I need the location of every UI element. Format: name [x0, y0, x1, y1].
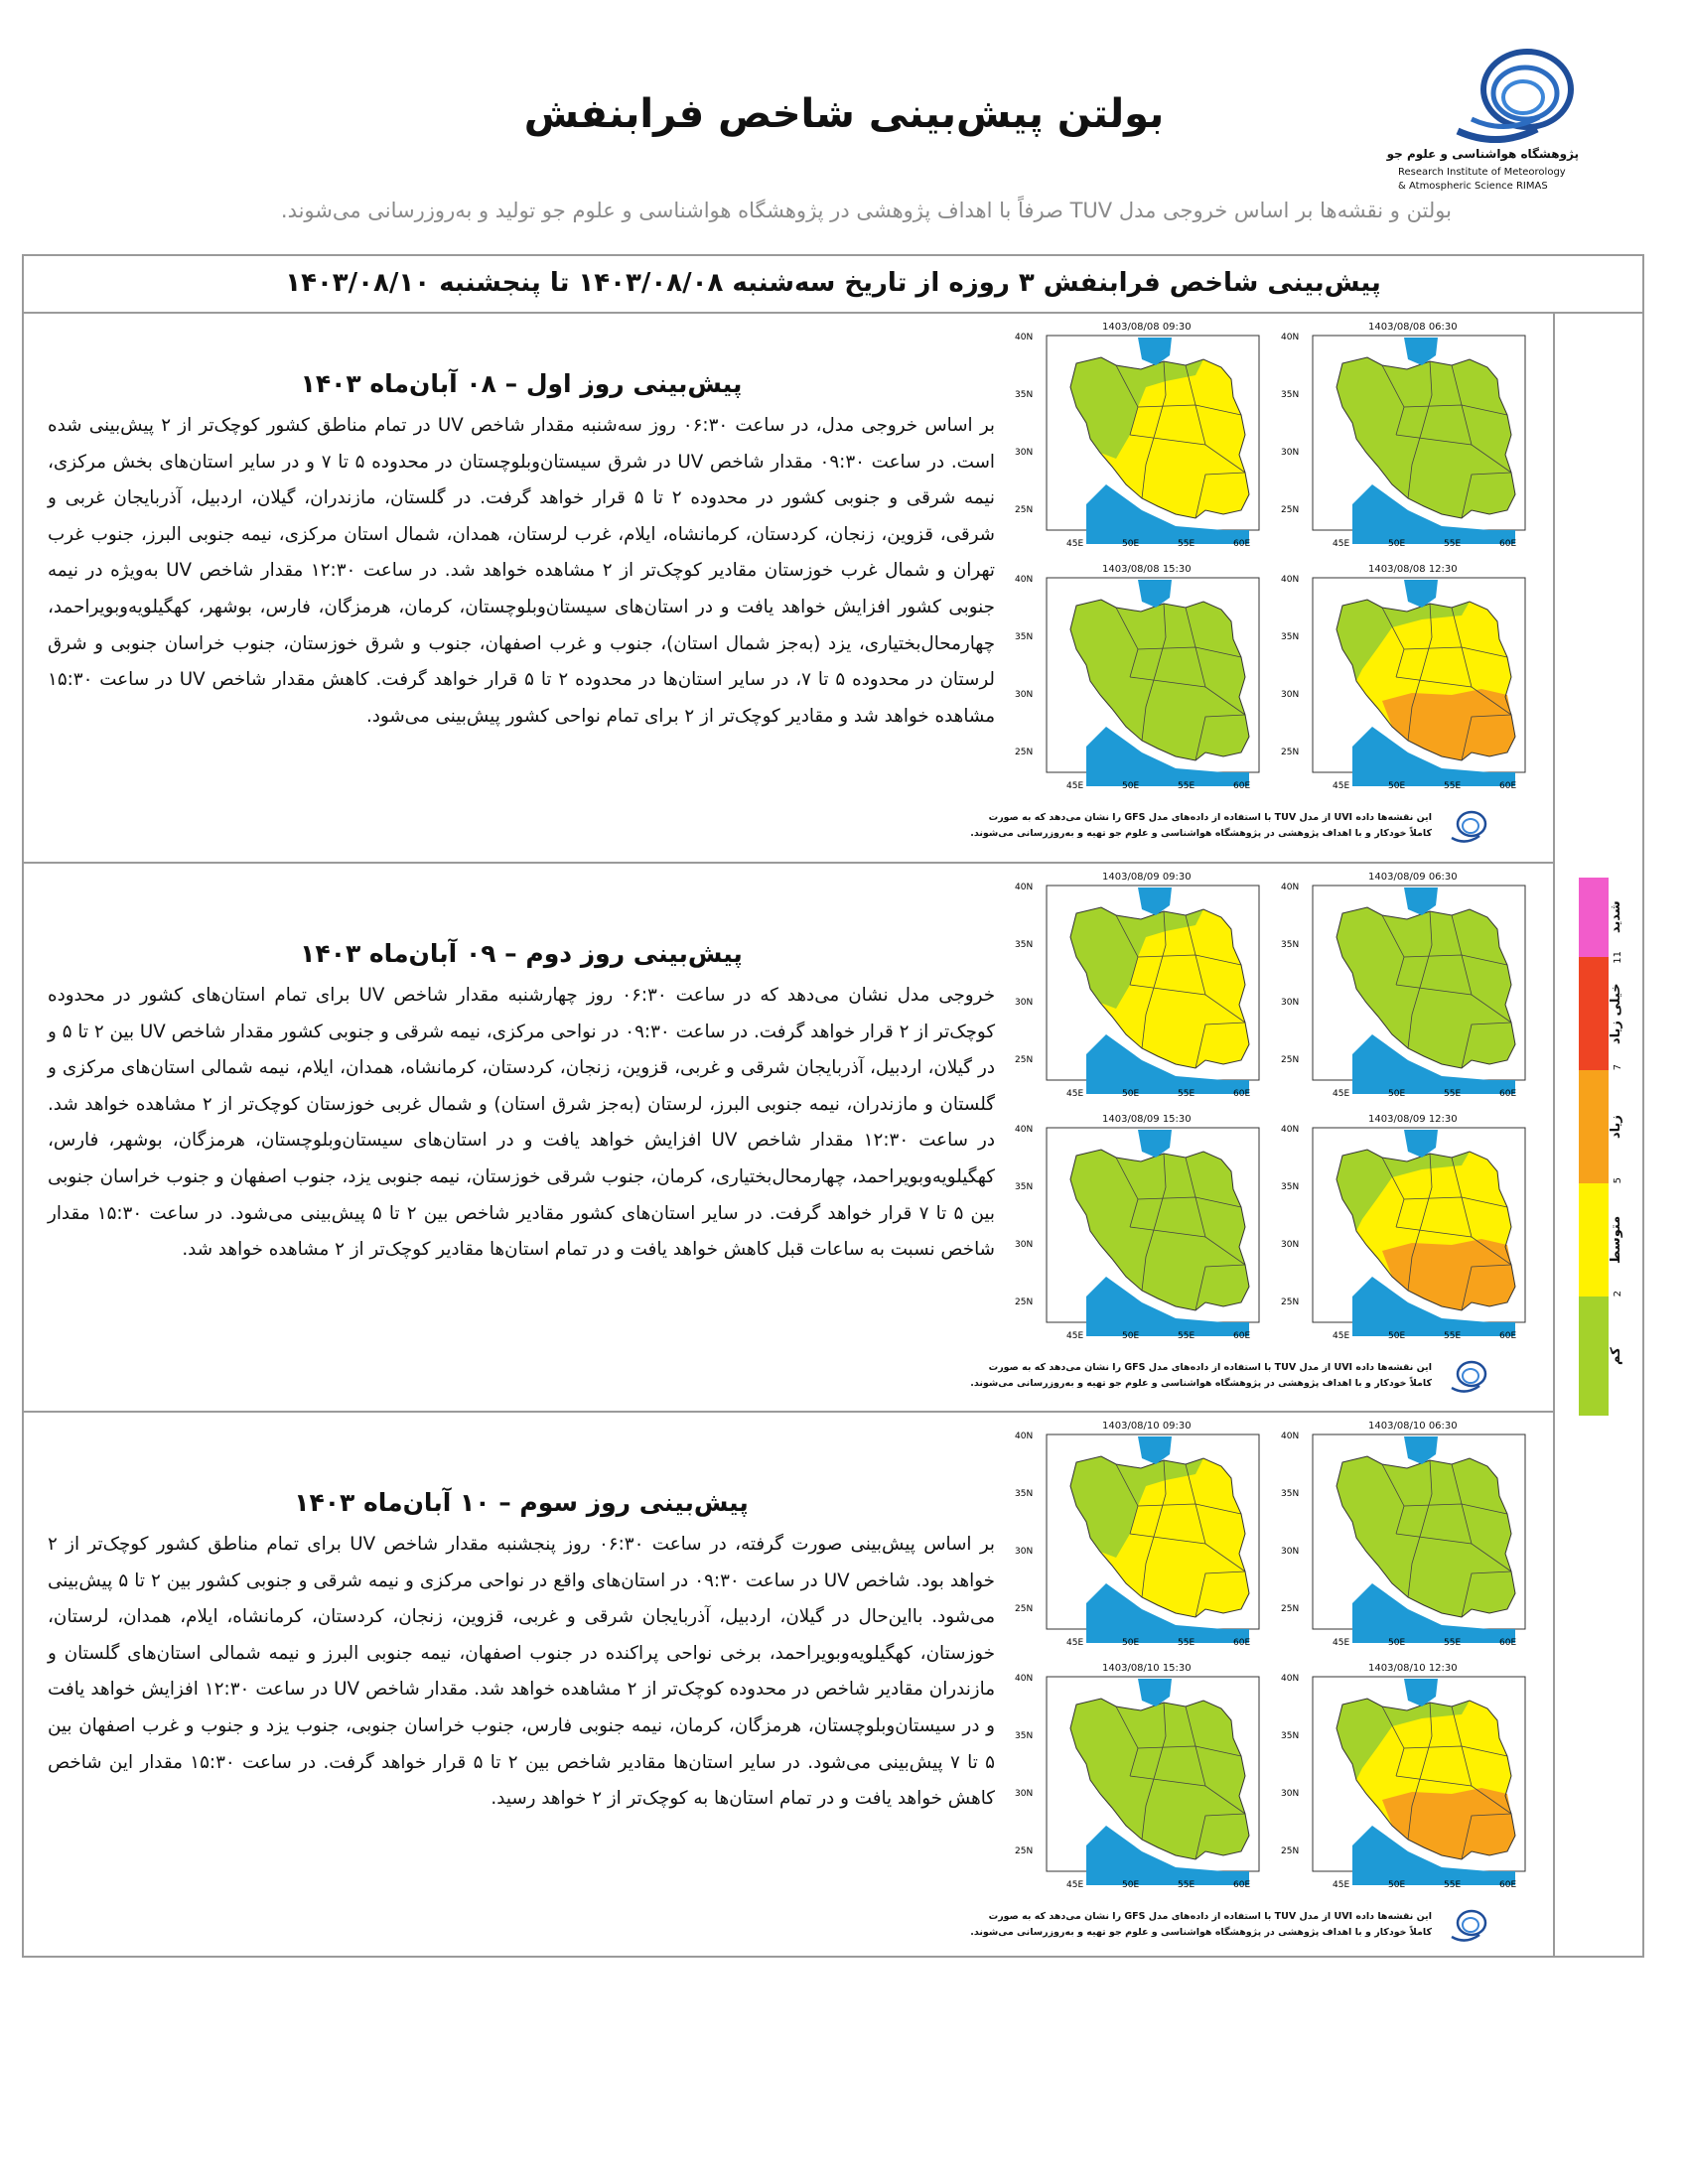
lon-tick-label: 55E [1444, 539, 1462, 549]
uv-map [1013, 1663, 1279, 1897]
lat-tick-label: 25N [1015, 1846, 1034, 1856]
uv-map [1013, 1114, 1279, 1348]
lon-tick-label: 45E [1066, 1880, 1084, 1890]
map-timestamp: 1403/08/08 06:30 [1368, 322, 1458, 333]
lat-tick-label: 30N [1281, 1240, 1300, 1250]
lat-tick-label: 40N [1015, 575, 1034, 585]
lat-tick-label: 35N [1281, 940, 1300, 950]
lon-tick-label: 45E [1066, 1089, 1084, 1099]
lat-tick-label: 40N [1281, 1432, 1300, 1441]
lon-tick-label: 55E [1178, 1089, 1196, 1099]
lat-tick-label: 25N [1015, 1604, 1034, 1614]
lat-tick-label: 30N [1015, 448, 1034, 458]
swirl-logo-icon [1388, 40, 1587, 149]
lon-tick-label: 60E [1499, 1638, 1517, 1648]
map-note-line-1: این نقشه‌ها داده UVI از مدل TUV با استفاده از داده‌های مدل GFS را نشان می‌دهد که به صورت [988, 1911, 1432, 1922]
day-2-paragraph: خروجی مدل نشان می‌دهد که در ساعت ۰۶:۳۰ روز چهارشنبه مقدار شاخص UV برای تمام استان‌های کشور در محدوده کوچک‌تر از ۲ قرار خواهد گرفت. در ساعت ۰۹:۳۰ در نواحی مرکزی، نیمه شرقی و جنوبی کشور مقدار شاخص UV بین ۲ تا ۵ و در گیلان، اردبیل، آذربایجان شرقی و غربی، قزوین، زنجان، کردستان، کرمانشاه، همدان، ایلام، نیمه شمالی استان‌های مرکزی و گلستان و مازندران، نیمه جنوبی البرز، لرستان (به‌جز شرق استان) و شمال غربی خوزستان کوچک‌تر از ۲ مشاهده خواهد شد. در ساعت ۱۲:۳۰ مقدار شاخص UV افزایش خواهد یافت و در استان‌های سیستان‌وبلوچستان، هرمزگان، بوشهر، فارس، کهگیلویه‌وبویراحمد، چهارمحال‌بختیاری، کرمان، جنوب شرقی خوزستان، نیمه جنوبی یزد، جنوب اصفهان و جنوب خراسان جنوبی بین ۵ تا ۷ قرار خواهد گرفت. در سایر استان‌های کشور مقادیر شاخص بین ۲ تا ۵ پیش‌بینی می‌شود. در ساعت ۱۵:۳۰ مقدار شاخص نسبت به ساعات قبل کاهش خواهد یافت و در تمام استان‌ها مقادیر کوچک‌تر از ۲ مشاهده خواهد شد. [48, 985, 996, 1261]
day-1-paragraph: بر اساس خروجی مدل، در ساعت ۰۶:۳۰ روز سه‌شنبه مقدار شاخص UV در تمام مناطق کشور کوچک‌تر از ۲ پیش‌بینی شده است. در ساعت ۰۹:۳۰ مقدار شاخص UV در شرق سیستان‌وبلوچستان در محدوده ۵ تا ۷ و در سایر استان‌های بخش مرکزی، نیمه شرقی و جنوبی کشور در محدوده ۲ تا ۵ قرار خواهد گرفت. در گلستان، مازندران، گیلان، اردبیل، آذربایجان غربی و شرقی، قزوین، زنجان، کردستان، کرمانشاه، ایلام، غرب لرستان، همدان، شمال استان مرکزی، نیمه جنوبی البرز، جنوب غرب تهران و شمال غرب خوزستان مقادیر کوچک‌تر از ۲ مشاهده خواهد شد. در ساعت ۱۲:۳۰ مقدار شاخص UV به‌ویژه در نیمه جنوبی کشور افزایش خواهد یافت و در استان‌های سیستان‌وبلوچستان، کرمان، هرمزگان، فارس، بوشهر، کهگیلویه‌وبویراحمد، چهارمحال‌بختیاری، یزد (به‌جز شمال استان)، جنوب و غرب اصفهان، جنوب و شرق خوزستان، جنوب خراسان جنوبی و شرق لرستان در محدوده ۵ تا ۷، در سایر استان‌ها در محدوده ۲ تا ۵ قرار خواهد گرفت. کاهش مقدار شاخص UV در ساعت ۱۵:۳۰ مشاهده خواهد شد و مقادیر کوچک‌تر از ۲ برای تمام نواحی کشور پیش‌بینی می‌شود. [48, 415, 996, 727]
lat-tick-label: 40N [1281, 575, 1300, 585]
lat-tick-label: 25N [1281, 1604, 1300, 1614]
lon-tick-label: 60E [1499, 1089, 1517, 1099]
lon-tick-label: 50E [1122, 1638, 1140, 1648]
day-1-text-block [48, 369, 995, 735]
uv-map [1279, 322, 1545, 556]
lon-tick-label: 45E [1333, 1089, 1350, 1099]
day-row-1 [24, 312, 1553, 864]
page-subtitle: بولتن و نقشه‌ها بر اساس خروجی مدل TUV صرفاً با اهداف پژوهشی در پژوهشگاه هواشناسی و علوم جو تولید و به‌روزرسانی می‌شوند. [280, 199, 1452, 222]
legend-tick: 7 [1613, 1064, 1623, 1071]
day-3-title: پیش‌بینی روز سوم – ۱۰ آبان‌ماه ۱۴۰۳ [294, 1488, 749, 1517]
lat-tick-label: 40N [1015, 883, 1034, 892]
legend-tick: 5 [1613, 1177, 1623, 1184]
map-note [970, 808, 1551, 848]
map-timestamp: 1403/08/09 15:30 [1102, 1114, 1192, 1125]
legend-category-label: زیاد [1609, 1115, 1623, 1139]
lat-tick-label: 30N [1281, 998, 1300, 1008]
table-header [24, 256, 1642, 314]
lon-tick-label: 60E [1499, 781, 1517, 791]
mini-logo-icon [1446, 808, 1491, 846]
lat-tick-label: 40N [1281, 883, 1300, 892]
lat-tick-label: 40N [1015, 1674, 1034, 1684]
lon-tick-label: 60E [1233, 1331, 1251, 1341]
lon-tick-label: 50E [1388, 1880, 1406, 1890]
lat-tick-label: 35N [1281, 1182, 1300, 1192]
map-note [970, 1907, 1551, 1947]
institute-logo [1388, 40, 1587, 199]
lon-tick-label: 55E [1178, 1880, 1196, 1890]
mini-logo-icon [1446, 1358, 1491, 1396]
day-2-map-grid [970, 872, 1551, 1398]
lat-tick-label: 40N [1015, 1125, 1034, 1135]
day-1-map-grid [970, 322, 1551, 848]
lon-tick-label: 45E [1333, 539, 1350, 549]
lon-tick-label: 60E [1499, 1880, 1517, 1890]
map-timestamp: 1403/08/08 15:30 [1102, 564, 1192, 575]
map-note [970, 1358, 1551, 1398]
lon-tick-label: 45E [1066, 1638, 1084, 1648]
map-timestamp: 1403/08/09 06:30 [1368, 872, 1458, 883]
lon-tick-label: 45E [1333, 1880, 1350, 1890]
map-timestamp: 1403/08/09 12:30 [1368, 1114, 1458, 1125]
lat-tick-label: 30N [1015, 1547, 1034, 1557]
lat-tick-label: 30N [1015, 998, 1034, 1008]
lat-tick-label: 35N [1015, 1182, 1034, 1192]
map-note-line-2: کاملاً خودکار و با اهداف پژوهشی در پژوهشگاه هواشناسی و علوم جو تهیه و به‌روزرسانی می‌شوند. [970, 828, 1432, 839]
map-note-line-1: این نقشه‌ها داده UVI از مدل TUV با استفاده از داده‌های مدل GFS را نشان می‌دهد که به صورت [988, 1362, 1432, 1373]
page-title: بولتن پیش‌بینی شاخص فرابنفش [523, 91, 1165, 137]
day-3-paragraph: بر اساس پیش‌بینی صورت گرفته، در ساعت ۰۶:۳۰ روز پنجشنبه مقدار شاخص UV برای تمام مناطق کشور کوچک‌تر از ۲ خواهد بود. شاخص UV در ساعت ۰۹:۳۰ در استان‌های واقع در نواحی مرکزی و نیمه شرقی و جنوبی کشور بین ۲ تا ۵ پیش‌بینی می‌شود. بااین‌حال در گیلان، اردبیل، آذربایجان شرقی و غربی، قزوین، زنجان، کردستان، کرمانشاه، ایلام، همدان، لرستان، خوزستان، کهگیلویه‌وبویراحمد، برخی نواحی پراکنده در جنوب اصفهان، نیمه جنوبی البرز و نیمه شمالی استان‌های گلستان و مازندران مقادیر شاخص در محدوده کوچک‌تر از ۲ مشاهده خواهد شد. مقدار شاخص UV در ساعت ۱۲:۳۰ افزایش خواهد یافت و در سیستان‌وبلوچستان، هرمزگان، کرمان، نیمه جنوبی فارس، جنوب خراسان جنوبی، جنوب یزد و جنوب و غرب اصفهان بین ۵ تا ۷ پیش‌بینی می‌شود. در سایر استان‌ها مقادیر شاخص بین ۲ تا ۵ قرار خواهد گرفت. در ساعت ۱۵:۳۰ مقدار این شاخص کاهش خواهد یافت و در تمام استان‌ها به کوچک‌تر از ۲ خواهد رسید. [48, 1534, 996, 1810]
uv-map [1279, 1114, 1545, 1348]
lon-tick-label: 45E [1333, 781, 1350, 791]
lat-tick-label: 25N [1015, 1055, 1034, 1065]
uv-legend [1579, 878, 1623, 1416]
lon-tick-label: 55E [1178, 1331, 1196, 1341]
legend-tick: 11 [1613, 951, 1623, 964]
lon-tick-label: 55E [1444, 1638, 1462, 1648]
lon-tick-label: 60E [1499, 539, 1517, 549]
uv-map [1013, 1421, 1279, 1655]
map-timestamp: 1403/08/10 12:30 [1368, 1663, 1458, 1674]
lat-tick-label: 25N [1281, 1055, 1300, 1065]
legend-category-label: شدید [1609, 900, 1623, 934]
lat-tick-label: 25N [1015, 1297, 1034, 1307]
lon-tick-label: 45E [1066, 1331, 1084, 1341]
lon-tick-label: 50E [1122, 1880, 1140, 1890]
lon-tick-label: 50E [1388, 1638, 1406, 1648]
uv-map [1279, 564, 1545, 798]
lat-tick-label: 35N [1015, 1489, 1034, 1499]
lon-tick-label: 50E [1388, 1331, 1406, 1341]
lon-tick-label: 60E [1233, 1880, 1251, 1890]
lat-tick-label: 30N [1281, 1789, 1300, 1799]
lat-tick-label: 35N [1281, 390, 1300, 400]
legend-tick: 2 [1613, 1291, 1623, 1297]
lat-tick-label: 35N [1015, 940, 1034, 950]
lat-tick-label: 40N [1015, 1432, 1034, 1441]
lat-tick-label: 40N [1015, 333, 1034, 342]
lon-tick-label: 55E [1444, 1331, 1462, 1341]
lat-tick-label: 35N [1015, 1731, 1034, 1741]
table-header-text: پیش‌بینی شاخص فرابنفش ۳ روزه از تاریخ سه‌شنبه ۱۴۰۳/۰۸/۰۸ تا پنجشنبه ۱۴۰۳/۰۸/۱۰ [285, 268, 1381, 298]
lat-tick-label: 25N [1281, 505, 1300, 515]
uv-map [1279, 1421, 1545, 1655]
map-note-line-2: کاملاً خودکار و با اهداف پژوهشی در پژوهشگاه هواشناسی و علوم جو تهیه و به‌روزرسانی می‌شوند. [970, 1378, 1432, 1389]
lon-tick-label: 50E [1122, 1089, 1140, 1099]
lat-tick-label: 35N [1015, 632, 1034, 642]
legend-segment [1579, 1070, 1609, 1183]
lat-tick-label: 35N [1281, 1731, 1300, 1741]
map-timestamp: 1403/08/10 09:30 [1102, 1421, 1192, 1432]
map-timestamp: 1403/08/08 12:30 [1368, 564, 1458, 575]
map-note-line-1: این نقشه‌ها داده UVI از مدل TUV با استفاده از داده‌های مدل GFS را نشان می‌دهد که به صورت [988, 812, 1432, 823]
legend-segment [1579, 957, 1609, 1070]
lon-tick-label: 45E [1066, 539, 1084, 549]
lon-tick-label: 50E [1388, 539, 1406, 549]
uv-map [1279, 1663, 1545, 1897]
lat-tick-label: 40N [1281, 1674, 1300, 1684]
lon-tick-label: 45E [1333, 1638, 1350, 1648]
logo-org-name-en-2: & Atmospheric Science RIMAS [1398, 181, 1548, 192]
lat-tick-label: 25N [1015, 505, 1034, 515]
lon-tick-label: 45E [1066, 781, 1084, 791]
lon-tick-label: 60E [1499, 1331, 1517, 1341]
lon-tick-label: 50E [1388, 781, 1406, 791]
uv-map [1013, 322, 1279, 556]
lat-tick-label: 30N [1015, 1789, 1034, 1799]
lon-tick-label: 50E [1122, 781, 1140, 791]
lat-tick-label: 35N [1281, 1489, 1300, 1499]
legend-segment [1579, 1183, 1609, 1297]
lat-tick-label: 30N [1015, 1240, 1034, 1250]
lat-tick-label: 35N [1015, 390, 1034, 400]
legend-segment [1579, 1297, 1609, 1416]
lon-tick-label: 55E [1444, 1880, 1462, 1890]
lon-tick-label: 55E [1178, 781, 1196, 791]
lat-tick-label: 30N [1015, 690, 1034, 700]
lat-tick-label: 30N [1281, 448, 1300, 458]
lat-tick-label: 25N [1281, 1297, 1300, 1307]
lon-tick-label: 50E [1122, 1331, 1140, 1341]
lat-tick-label: 25N [1281, 1846, 1300, 1856]
lon-tick-label: 60E [1233, 1638, 1251, 1648]
logo-org-name-fa: پژوهشگاه هواشناسی و علوم جو [1386, 147, 1579, 161]
uv-map [1013, 564, 1279, 798]
legend-segment [1579, 878, 1609, 957]
day-3-text-block [48, 1488, 995, 1818]
lat-tick-label: 40N [1281, 1125, 1300, 1135]
lon-tick-label: 45E [1333, 1331, 1350, 1341]
lat-tick-label: 30N [1281, 1547, 1300, 1557]
lon-tick-label: 50E [1388, 1089, 1406, 1099]
lon-tick-label: 60E [1233, 539, 1251, 549]
legend-category-label: کم [1609, 1347, 1623, 1365]
lon-tick-label: 55E [1178, 1638, 1196, 1648]
legend-category-label: خیلی زیاد [1609, 983, 1623, 1044]
day-1-title: پیش‌بینی روز اول – ۰۸ آبان‌ماه ۱۴۰۳ [300, 369, 743, 398]
day-row-3 [24, 1411, 1553, 1956]
day-3-map-grid [970, 1421, 1551, 1947]
day-2-text-block [48, 939, 995, 1269]
logo-org-name-en: Research Institute of Meteorology [1398, 167, 1566, 178]
column-divider [1553, 312, 1555, 1956]
mini-logo-icon [1446, 1907, 1491, 1945]
forecast-table [22, 254, 1644, 1958]
lon-tick-label: 60E [1233, 1089, 1251, 1099]
day-2-title: پیش‌بینی روز دوم – ۰۹ آبان‌ماه ۱۴۰۳ [300, 939, 743, 968]
lon-tick-label: 50E [1122, 539, 1140, 549]
lat-tick-label: 25N [1281, 748, 1300, 757]
lon-tick-label: 55E [1444, 781, 1462, 791]
lat-tick-label: 35N [1281, 632, 1300, 642]
map-timestamp: 1403/08/10 15:30 [1102, 1663, 1192, 1674]
lon-tick-label: 55E [1444, 1089, 1462, 1099]
lon-tick-label: 60E [1233, 781, 1251, 791]
map-timestamp: 1403/08/09 09:30 [1102, 872, 1192, 883]
uv-map [1279, 872, 1545, 1106]
uv-map [1013, 872, 1279, 1106]
legend-category-label: متوسط [1609, 1215, 1623, 1265]
lon-tick-label: 55E [1178, 539, 1196, 549]
map-timestamp: 1403/08/08 09:30 [1102, 322, 1192, 333]
lat-tick-label: 30N [1281, 690, 1300, 700]
map-note-line-2: کاملاً خودکار و با اهداف پژوهشی در پژوهشگاه هواشناسی و علوم جو تهیه و به‌روزرسانی می‌شوند. [970, 1927, 1432, 1938]
day-row-2 [24, 862, 1553, 1413]
lat-tick-label: 25N [1015, 748, 1034, 757]
lat-tick-label: 40N [1281, 333, 1300, 342]
map-timestamp: 1403/08/10 06:30 [1368, 1421, 1458, 1432]
